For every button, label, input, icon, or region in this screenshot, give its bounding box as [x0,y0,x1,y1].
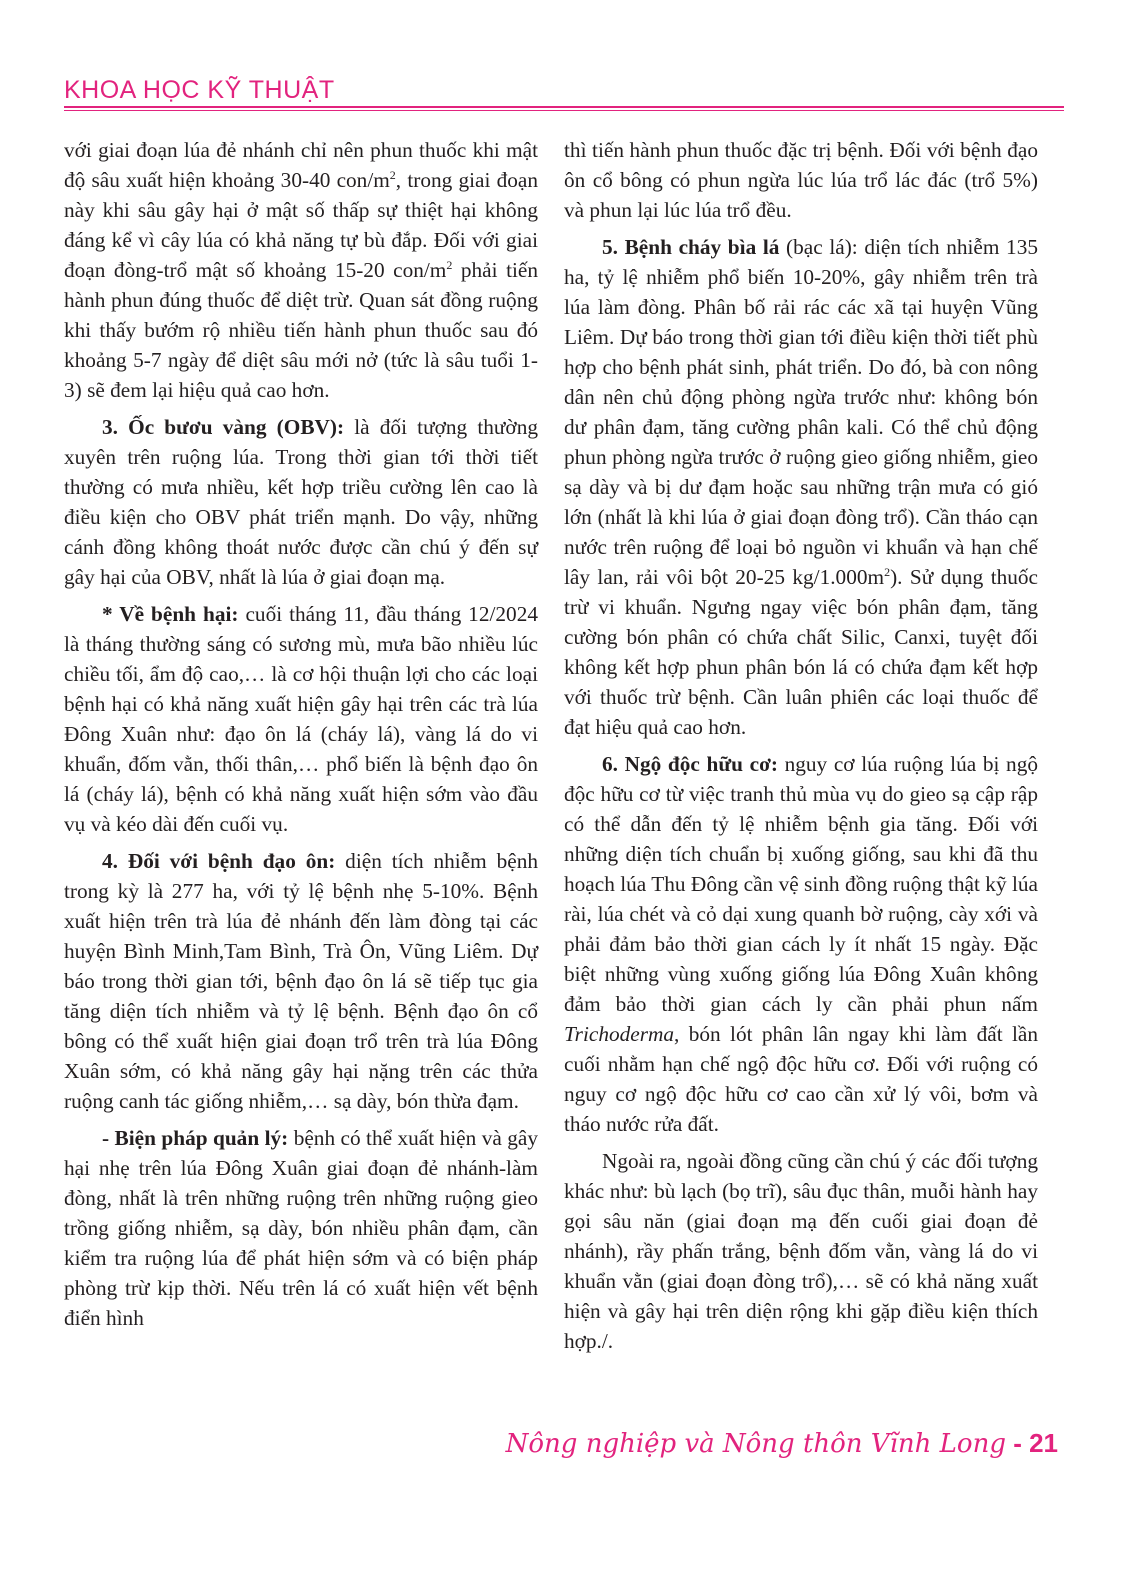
page-footer [506,1428,1058,1459]
paragraph-diseases: * Về bệnh hại: cuối tháng 11, đầu tháng 12/2024 là tháng thường sáng có sương mù, mưa bão nhiều lúc chiều tối, ẩm độ cao,… là cơ hội thuận lợi cho các loại bệnh hại có khả năng xuất hiện gây hại trên các trà lúa Đông Xuân như: đạo ôn lá (cháy lá), vàng lá do vi khuẩn, đốm vằn, thối thân,… phổ biến là bệnh đạo ôn lá (cháy lá), bệnh có khả năng xuất hiện sớm vào đầu vụ và kéo dài đến cuối vụ. [64,602,538,836]
paragraph-bacterial-blight: 5. Bệnh cháy bìa lá (bạc lá): diện tích nhiễm 135 ha, tỷ lệ nhiễm phổ biến 10-20%, gây nhiễm trên trà lúa làm đòng. Phân bố rải rác các xã tại huyện Vũng Liêm. Dự báo trong thời gian tới điều kiện thời tiết phù hợp cho bệnh phát sinh, phát triển. Do đó, bà con nông dân nên chủ động phòng ngừa trước như: không bón dư phân đạm, tăng cường phân kali. Có thể chủ động phun phòng ngừa trước ở ruộng gieo giống nhiễm, gieo sạ dày và bị dư đạm hoặc sau những trận mưa có gió lớn (nhất là khi lúa ở giai đoạn đòng trổ). Cần tháo cạn nước trên ruộng để loại bỏ nguồn vi khuẩn và hạn chế lây lan, rải vôi bột 20-25 $kg/1.000m^2$). Sử dụng thuốc trừ vi khuẩn. Ngưng ngay việc bón phân đạm, tăng cường bón phân có chứa chất Silic, Canxi, tuyệt đối không kết hợp phun phân bón lá có chứa đạm kết hợp với thuốc trừ bệnh. Cần luân phiên các loại thuốc để đạt hiệu quả cao hơn. [564,235,1039,739]
footer-separator: - [1005,1428,1030,1458]
left-column [64,135,538,1333]
section-header: KHOA HỌC KỸ THUẬT [64,76,335,104]
paragraph-continuation-right: thì tiến hành phun thuốc đặc trị bệnh. Đối với bệnh đạo ôn cổ bông có phun ngừa lúc lúa trổ lác đác (trổ 5%) và phun lại lúc lúa trổ đều. [564,138,1038,222]
header-rule-thin [64,110,1064,111]
paragraph-management: - Biện pháp quản lý: bệnh có thể xuất hiện và gây hại nhẹ trên lúa Đông Xuân giai đoạn đẻ nhánh-làm đòng, nhất là trên những ruộng trên những ruộng gieo trồng giống nhiễm, sạ dày, bón nhiều phân đạm, cần kiểm tra ruộng lúa để phát hiện sớm và có biện pháp phòng trừ kịp thời. Nếu trên lá có xuất hiện vết bệnh điển hình [64,1126,538,1330]
paragraph-organic-toxicity: 6. Ngộ độc hữu cơ: nguy cơ lúa ruộng lúa bị ngộ độc hữu cơ từ việc tranh thủ mùa vụ do gieo sạ cập rập có thể dẫn đến tỷ lệ nhiễm bệnh gia tăng. Đối với những diện tích chuẩn bị xuống giống, sau khi đã thu hoạch lúa Thu Đông cần vệ sinh đồng ruộng thật kỹ lúa rài, lúa chét và cỏ dại xung quanh bờ ruộng, cày xới và phải đảm bảo thời gian cách ly ít nhất 15 ngày. Đặc biệt những vùng xuống giống lúa Đông Xuân không đảm bảo thời gian cách ly cần phải phun nấm Trichoderma, bón lót phân lân ngay khi làm đất lần cuối nhằm hạn chế ngộ độc hữu cơ. Đối với ruộng có nguy cơ ngộ độc hữu cơ cao cần xử lý vôi, bơm và tháo nước rửa đất. [564,752,1038,1136]
paragraph-other-pests: Ngoài ra, ngoài đồng cũng cần chú ý các đối tượng khác như: bù lạch (bọ trĩ), sâu đục thân, muỗi hành hay gọi sâu năn (giai đoạn mạ đến cuối giai đoạn đẻ nhánh), rầy phấn trắng, bệnh đốm vằn, vàng lá do vi khuẩn vằn (giai đoạn đòng trổ),… sẽ có khả năng xuất hiện và gây hại trên diện rộng khi gặp điều kiện thích hợp./. [564,1149,1038,1353]
paragraph-golden-apple-snail: 3. Ốc bươu vàng (OBV): là đối tượng thường xuyên trên ruộng lúa. Trong thời gian tới thời tiết thường có mưa nhiều, kết hợp triều cường lên cao là điều kiện cho OBV phát triển mạnh. Do vậy, những cánh đồng không thoát nước được cần chú ý đến sự gây hại của OBV, nhất là lúa ở giai đoạn mạ. [64,415,538,589]
right-column [564,135,1038,1356]
paragraph-continuation: với giai đoạn lúa đẻ nhánh chỉ nên phun thuốc khi mật độ sâu xuất hiện khoảng 30-40 con/$m^2$, trong giai đoạn này khi sâu gây hại ở mật số thấp sự thiệt hại không đáng kể vì cây lúa có khả năng tự bù đắp. Đối với giai đoạn đòng-trổ mật số khoảng 15-20 con/$m^2$ phải tiến hành phun đúng thuốc để diệt trừ. Quan sát đồng ruộng khi thấy bướm rộ nhiều tiến hành phun thuốc sau đó khoảng 5-7 ngày để diệt sâu mới nở (tức là sâu tuổi 1-3) sẽ đem lại hiệu quả cao hơn. [64,138,539,402]
page-number: 21 [1029,1428,1058,1458]
magazine-title: Nông nghiệp và Nông thôn Vĩnh Long [505,1429,1006,1459]
header-rule [64,106,1064,108]
paragraph-blast-disease: 4. Đối với bệnh đạo ôn: diện tích nhiễm bệnh trong kỳ là 277 ha, với tỷ lệ bệnh nhẹ 5-10%. Bệnh xuất hiện trên trà lúa đẻ nhánh đến làm đòng tại các huyện Bình Minh,Tam Bình, Trà Ôn, Vũng Liêm. Dự báo trong thời gian tới, bệnh đạo ôn lá sẽ tiếp tục gia tăng diện tích nhiễm và tỷ lệ bệnh. Bệnh đạo ôn cổ bông có thể xuất hiện giai đoạn trổ trên trà lúa Đông Xuân sớm, có khả năng gây hại nặng trên các thửa ruộng canh tác giống nhiễm,… sạ dày, bón thừa đạm. [64,849,539,1113]
